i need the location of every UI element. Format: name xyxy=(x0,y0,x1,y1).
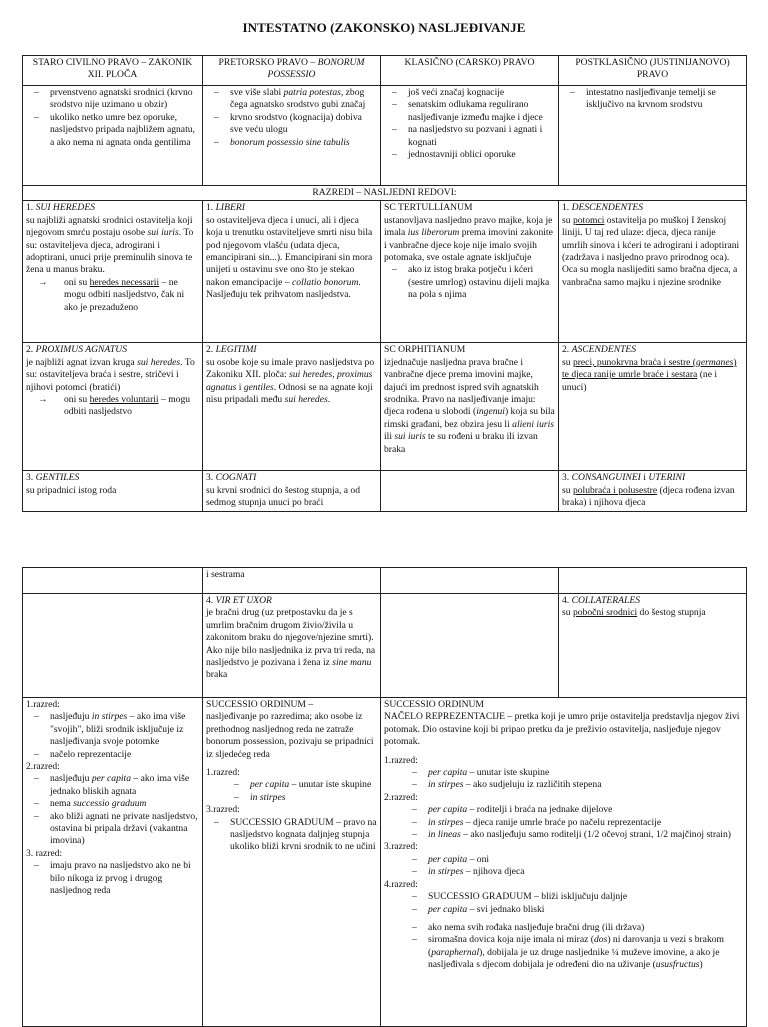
empty-cell xyxy=(23,568,203,594)
praetorian-succession-cell xyxy=(203,698,381,1027)
italic-term: sui heredes, proximus agnatus xyxy=(206,369,373,393)
header-praetorian-italic: BONORUM POSSESSIO xyxy=(267,57,365,81)
text: ), dobijala je uz druge nasljednike ¼ muževe imovine, a ako je nasljeđivala s djecom dobijala je određeni dio na uživanje ( xyxy=(428,946,720,971)
text: prema imovini zakonite i vanbračne djece koje nije imalo svojih potomaka, sve ostale agnate isključuje xyxy=(384,227,553,264)
class-number: 1. xyxy=(206,202,216,214)
text: su pripadnici istog roda xyxy=(26,484,117,496)
vir-et-uxor-cell xyxy=(203,594,381,698)
text: . xyxy=(327,394,331,406)
classical-succession-cell xyxy=(381,698,747,1027)
italic-term: germanes xyxy=(696,356,734,368)
class-number: 1. xyxy=(562,202,572,214)
text: nasljeđivanje po razredima; ako osobe iz prethodnog nasljednog reda ne zatraže bonorum possession, pozivaju se pripadnici iz sljedećeg reda xyxy=(206,711,374,760)
class-heading: 4.razred: xyxy=(384,878,418,890)
inheritance-table-top xyxy=(22,55,747,512)
italic-term: in stirpes xyxy=(428,866,464,878)
class-row-2 xyxy=(23,343,747,471)
class-name: COGNATI xyxy=(215,472,257,484)
italic-term: sui iuris xyxy=(147,227,179,239)
text: , zbog čega agnatsko srodstvo gubi značaj xyxy=(230,87,366,111)
liberi-cell xyxy=(203,201,381,343)
list-item xyxy=(26,773,199,798)
class-name: SC ORPHITIANUM xyxy=(384,344,466,356)
list-item: – ako bliži agnati ne private nasljedstvo, ostavina bi pripala državi (vakantna imovina) xyxy=(26,811,199,848)
text: – mogu odbiti nasljedstvo xyxy=(64,394,191,418)
text: – ne mogu odbiti nasljedstvo, čak ni ako je prezaduženo xyxy=(64,276,185,313)
header-classical-law xyxy=(381,56,559,86)
text: je najbliži agnat izvan kruga xyxy=(26,356,138,368)
text: (djeca rođena izvan braka) i njihova djeca xyxy=(562,484,735,509)
list-item: – imaju pravo na nasljedstvo ako ne bi bilo nikoga iz prvog i drugog nasljednog reda xyxy=(26,860,199,897)
class-row-1 xyxy=(23,201,747,343)
list-item xyxy=(384,854,743,866)
italic-term: in stirpes xyxy=(250,791,286,803)
header-civil-law-text: STARO CIVILNO PRAVO – ZAKONIK XII. PLOČA xyxy=(32,57,193,81)
text: ) te djeca ranije umrle braće i sestara xyxy=(562,356,737,381)
classical-law-features xyxy=(381,86,559,186)
class-number: 3. xyxy=(26,472,36,484)
class-name: ASCENDENTES xyxy=(571,344,637,356)
class-name: SC TERTULLIANUM xyxy=(384,202,473,214)
text: ) koja su bila rimski građani, bez obzira jesu li xyxy=(384,406,555,430)
italic-term: per capita xyxy=(250,779,290,791)
header-praetorian-text: PRETORSKO PRAVO – xyxy=(218,57,318,68)
page-title: INTESTATNO (ZAKONSKO) NASLJEĐIVANJE xyxy=(242,20,526,35)
text: nema xyxy=(50,798,74,810)
underlined-term: heredes voluntarii xyxy=(89,394,159,406)
legitimi-cell xyxy=(203,343,381,471)
class-heading: 2.razred: xyxy=(26,761,60,773)
text: – oni xyxy=(467,853,490,865)
list-item: – SUCCESSIO GRADUUM – pravo na nasljedstvo kognata daljnjeg stupnja ukoliko bliži krvni srodnik to ne učini xyxy=(206,817,377,854)
list-item: – senatskim odlukama regulirano nasljeđivanje između majke i djece xyxy=(384,99,555,124)
list-item xyxy=(384,829,743,841)
italic-term: paraphernal xyxy=(431,946,480,958)
text: – djeca ranije umrle braće po načelu reprezentacije xyxy=(463,816,662,828)
text: sve više slabi xyxy=(230,87,284,98)
text: su xyxy=(562,214,573,226)
class-number: 2. xyxy=(206,344,216,356)
cognati-continuation xyxy=(203,568,381,594)
text: so ostaviteljeva djeca i unuci, ali i djeca koja u trenutku ostaviteljeve smrti nisu bila pod njegovom vlašću (udata djeca, emancipirani sin...). Emancipirani sin mora unijeti u ostavinu sve ono što je stekao nakon emancipacije – xyxy=(206,214,373,288)
class-name: CONSANGUINEI xyxy=(571,472,641,484)
class-name: GENTILES xyxy=(35,472,80,484)
text: su xyxy=(562,356,573,368)
italic-term: sui iuris xyxy=(394,431,426,443)
header-praetorian-law xyxy=(203,56,381,86)
text: – njihova djeca xyxy=(463,866,525,878)
class-name: SUI HEREDES xyxy=(35,202,96,214)
underlined-term: potomci xyxy=(572,214,605,226)
italic-term: dos xyxy=(593,934,608,946)
list-item: – ako iz istog braka potječu i kćeri (sestre umrlog) ostavinu dijeli majka na pola s njima xyxy=(384,264,555,301)
header-postclassical-text: POSTKLASIČNO (JUSTINIJANOVO) PRAVO xyxy=(575,57,730,81)
class-name: LEGITIMI xyxy=(215,344,257,356)
inheritance-table-bottom xyxy=(22,567,747,1027)
class-heading: 2.razred: xyxy=(384,791,418,803)
text: oni su xyxy=(64,276,90,288)
header-postclassical-law xyxy=(559,56,747,86)
class-number: 1. xyxy=(26,202,36,214)
italic-term: ius liberorum xyxy=(407,227,460,239)
text: oni su xyxy=(64,394,90,406)
civil-law-features xyxy=(23,86,203,186)
ascendentes-cell xyxy=(559,343,747,471)
list-item xyxy=(206,137,377,149)
text: su najbliži agnatski srodnici ostavitelja koji njegovom smrću postaju osobe xyxy=(26,214,193,239)
italic-term: in stirpes xyxy=(428,779,464,791)
civil-succession-cell xyxy=(23,698,203,1027)
header-civil-law xyxy=(23,56,203,86)
list-item: – ukoliko netko umre bez oporuke, nasljedstvo pripada najbližem agnatu, a ako nema ni agnata onda gentilima xyxy=(26,112,199,149)
text: – ako sudjeluju iz različitih stepena xyxy=(463,779,602,791)
text: su krvni srodnici do šestog stupnja, a od sedmog stupnja unuci po braći xyxy=(206,484,361,509)
sc-tertullianum-cell xyxy=(381,201,559,343)
class-heading: 1.razred: xyxy=(206,767,240,779)
text: ustanovljava nasljedno pravo majke, koja je imala xyxy=(384,214,553,239)
italic-term: per capita xyxy=(428,853,468,865)
text: . Nasljeđuju tek prihvatom nasljedstva. xyxy=(206,276,361,301)
list-item: – prvenstveno agnatski srodnici (krvno srodstvo nije uzimano u obzir) xyxy=(26,87,199,112)
list-item: – na nasljedstvo su pozvani i agnati i kognati xyxy=(384,124,555,149)
class-name: UTERINI xyxy=(648,472,686,484)
sc-orphitianum-cell xyxy=(381,343,559,471)
italic-term: per capita xyxy=(428,804,468,816)
list-item xyxy=(26,394,199,419)
italic-term: sine manu xyxy=(332,657,372,669)
text: . To su: ostaviteljeva braća i sestre, stričevi i njihovi potomci (bratići) xyxy=(26,356,195,393)
class-number: 2. xyxy=(26,344,36,356)
sui-heredes-cell xyxy=(23,201,203,343)
list-item xyxy=(206,792,377,804)
proximus-agnatus-cell xyxy=(23,343,203,471)
text: izjednačuje nasljedna prava bračne i vanbračne djece prema imovini majke, dajući im prednost ispred svih agnatskih srodnika. Pravo na nasljeđivanje imaju: djeca rođena u slobodi ( xyxy=(384,356,539,418)
italic-term: patria potestas xyxy=(283,87,341,98)
text: preci, punokrvna braća i sestre ( xyxy=(572,356,697,368)
text: braka xyxy=(206,669,228,681)
class-number: 4. xyxy=(562,595,572,606)
empty-cell xyxy=(381,568,559,594)
text: i xyxy=(236,381,244,393)
text: – roditelji i braća na jednake dijelove xyxy=(467,804,613,816)
collaterales-cell xyxy=(559,594,747,698)
list-item xyxy=(384,804,743,816)
italic-term: successio graduum xyxy=(73,798,147,810)
class-heading: 3. razred: xyxy=(26,847,63,859)
italic-term: sui heredes xyxy=(137,356,181,368)
text: ) ni darovanja u vezi s brakom ( xyxy=(428,934,724,958)
italic-term: collatio bonorum xyxy=(292,276,359,288)
empty-cell xyxy=(381,594,559,698)
text: nasljeđuju xyxy=(50,773,92,785)
section-title: SUCCESSIO ORDINUM xyxy=(384,699,484,710)
list-item: – intestatno nasljeđivanje temelji se isključivo na krvnom srodstvu xyxy=(562,87,743,112)
gentiles-cell xyxy=(23,471,203,511)
classes-heading-row xyxy=(23,186,747,201)
italic-term: gentiles xyxy=(243,381,274,393)
text: ) xyxy=(699,959,703,971)
text: ili xyxy=(384,431,395,443)
class-name: PROXIMUS AGNATUS xyxy=(35,344,127,356)
class-heading: 1.razred: xyxy=(384,754,418,766)
text: . Odnosi se na agnate koji nisu pripadali među xyxy=(206,381,373,406)
features-row xyxy=(23,86,747,186)
italic-term: ususfructus xyxy=(655,959,700,971)
class-number: 4. xyxy=(206,595,216,606)
list-item xyxy=(206,779,377,791)
text: te su rođeni u braku ili izvan braka xyxy=(384,431,538,455)
text: su osobe koje su imale pravo nasljedstva po Zakoniku XII. ploča: xyxy=(206,356,375,381)
list-item xyxy=(26,711,199,748)
italic-term: in stirpes xyxy=(428,816,464,828)
praetorian-law-features xyxy=(203,86,381,186)
list-item xyxy=(384,817,743,829)
text: su xyxy=(562,484,573,496)
italic-term: per capita xyxy=(428,767,468,779)
succession-row xyxy=(23,698,747,1027)
text: i xyxy=(640,472,649,484)
class-name: VIR ET UXOR xyxy=(215,595,272,606)
italic-term: alieni iuris xyxy=(512,418,554,430)
list-item xyxy=(26,798,199,810)
list-item: – načelo reprezentacije xyxy=(26,749,199,761)
italic-term: per capita xyxy=(91,773,132,785)
underlined-term: heredes necessarii xyxy=(89,276,160,288)
class-name: COLLATERALES xyxy=(571,595,641,606)
class-row-4 xyxy=(23,594,747,698)
italic-term: in lineas xyxy=(428,829,461,841)
text: nasljeđuju xyxy=(50,711,92,723)
text: . To su: ostaviteljeva djeca, adrogirani i adoptirani, unuci prije preminulih sinova te žena u manus braku. xyxy=(26,227,194,276)
text: – ako nasljeđuju samo roditelji (1/2 očevoj strani, 1/2 majčinoj strain) xyxy=(460,829,731,841)
empty-cell xyxy=(23,594,203,698)
list-item: – SUCCESSIO GRADUUM – bliži isključuju daljnje xyxy=(384,891,743,903)
text: – ako ima više jednako bliskih agnata xyxy=(50,773,190,797)
classes-heading: RAZREDI – NASLJEDNI REDOVI: xyxy=(23,186,747,201)
class-number: 3. xyxy=(206,472,216,484)
text: je bračni drug (uz pretpostavku da je s umrlim bračnim drugom živio/živila u zakonitom braku do njegove/njezine smrti). Ako nije bilo nasljednika iz prva tri reda, na nasljedstvo je pozivana i žena iz xyxy=(206,607,376,669)
underlined-term: pobočni srodnici xyxy=(572,607,638,619)
underlined-term: polubraća i polusestre xyxy=(572,484,658,496)
italic-term: per capita xyxy=(428,903,468,915)
list-item xyxy=(384,866,743,878)
continuation-row xyxy=(23,568,747,594)
text: – unutar iste skupine xyxy=(289,779,372,791)
list-item xyxy=(384,767,743,779)
italic-term: ingenui xyxy=(476,406,505,418)
empty-cell xyxy=(559,568,747,594)
text: su xyxy=(562,607,573,619)
empty-cell xyxy=(381,471,559,511)
class-heading: 1.razred: xyxy=(26,699,60,710)
list-item xyxy=(384,934,743,971)
class-row-3 xyxy=(23,471,747,511)
consanguinei-cell xyxy=(559,471,747,511)
class-heading: 3.razred: xyxy=(206,804,240,816)
text: siromašna dovica koja nije imala ni miraz ( xyxy=(428,934,594,946)
postclassical-law-features xyxy=(559,86,747,186)
italic-term: bonorum possessio sine tabulis xyxy=(230,136,350,148)
descendentes-cell xyxy=(559,201,747,343)
list-item xyxy=(26,277,199,314)
class-name: LIBERI xyxy=(215,202,245,214)
class-name: DESCENDENTES xyxy=(571,202,644,214)
text: – ako ima više "svojih", bliži srodnik isključuje iz nasljeđivanja svoje potomke xyxy=(50,711,186,748)
list-item: – još veći značaj kognacije xyxy=(384,87,555,99)
text: – unutar iste skupine xyxy=(467,767,550,779)
text: i sestrama xyxy=(206,569,245,580)
list-item: – jednostavniji oblici oporuke xyxy=(384,149,555,161)
list-item xyxy=(384,779,743,791)
cognati-cell xyxy=(203,471,381,511)
header-row xyxy=(23,56,747,86)
header-classical-text: KLASIČNO (CARSKO) PRAVO xyxy=(404,57,535,68)
list-item xyxy=(384,904,743,916)
class-number: 3. xyxy=(562,472,572,484)
spacer xyxy=(384,749,743,755)
text: do šestog stupnja xyxy=(637,607,706,619)
text: ostavitelja po muškoj I ženskoj liniji. U taj red ulaze: djeca, djeca ranije umrlih sinova i kćeri te adrogirani i adoptirani (zadržava i nasljedno pravo prirodnog oca). Oca su mogla naslijediti samo bračna djeca, a vanbračna samo majku i njezine srodnike xyxy=(562,214,740,288)
italic-term: in stirpes xyxy=(91,711,128,723)
section-title: SUCCESSIO ORDINUM – xyxy=(206,699,314,710)
class-number: 2. xyxy=(562,344,572,356)
class-heading: 3.razred: xyxy=(384,841,418,853)
text: (ne i unuci) xyxy=(562,369,718,393)
italic-term: sui heredes xyxy=(284,394,328,406)
text: NAČELO REPREZENTACIJE – pretka koji je umro prije ostavitelja predstavlja njegov živi potomak. Dio ostavine koji bi pripao pretku da je preživio ostavitelja, nasljeđuje njegov potomak. xyxy=(384,711,740,748)
list-item: – krvno srodstvo (kognacija) dobiva sve veću ulogu xyxy=(206,112,377,137)
list-item xyxy=(206,87,377,112)
text: – svi jednako bliski xyxy=(467,903,545,915)
list-item: – ako nema svih rođaka nasljeđuje bračni drug (ili država) xyxy=(384,922,743,934)
